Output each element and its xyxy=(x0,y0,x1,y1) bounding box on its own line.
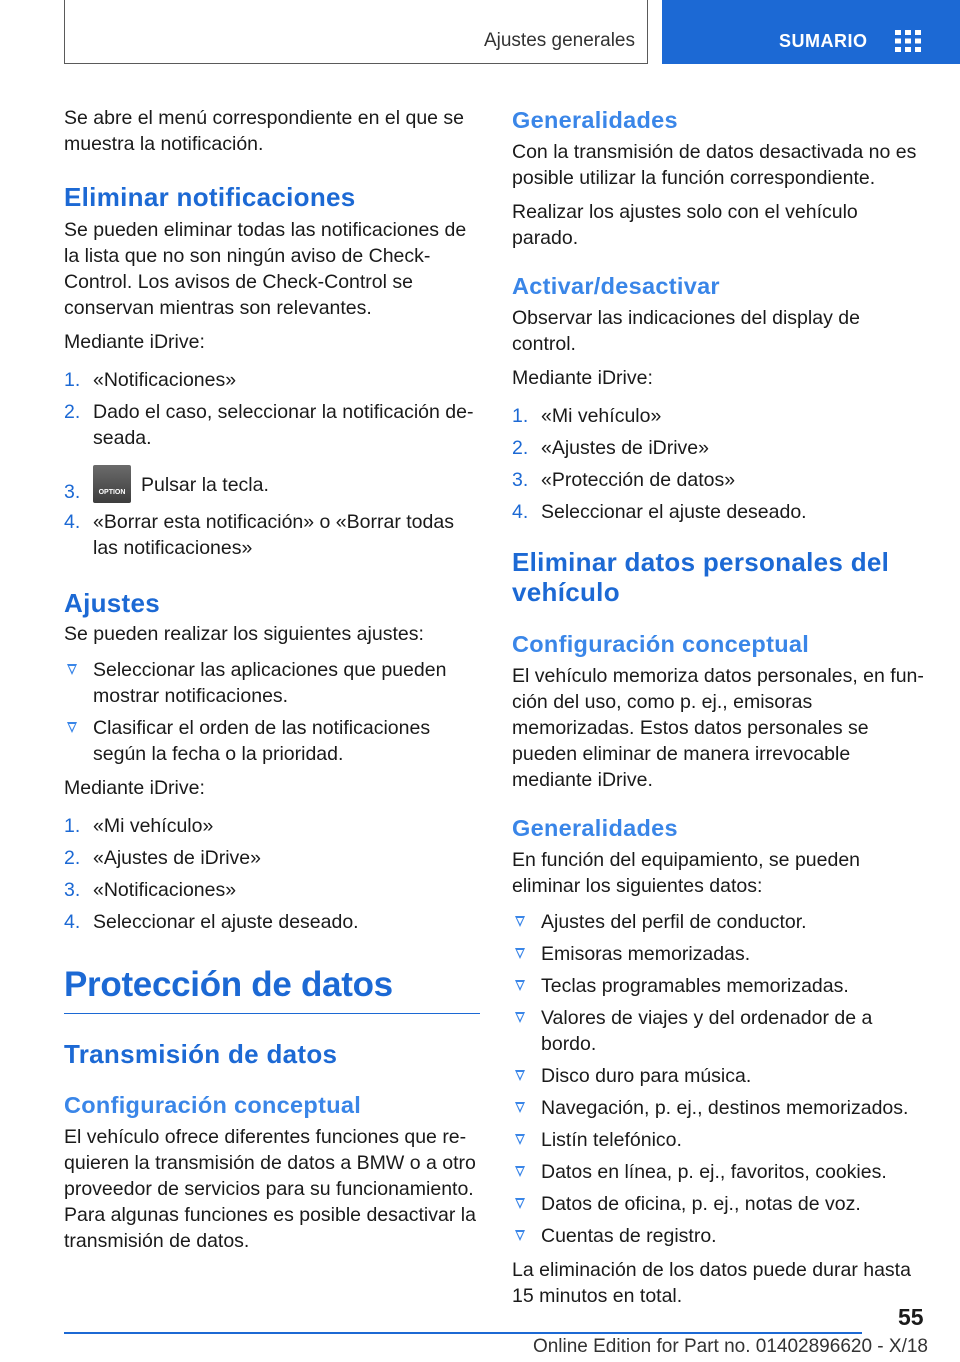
sumario-label: SUMARIO xyxy=(779,31,868,51)
heading-generalidades-2: Generalidades xyxy=(512,815,678,841)
footer-divider xyxy=(64,1332,862,1334)
list-item: 4. «Borrar esta notificación» o «Borrar todas las notificaciones» xyxy=(64,511,454,559)
heading-eliminar-notificaciones: Eliminar notificaciones xyxy=(64,182,356,212)
eliminar-paragraph: Se pueden eliminar todas las notificaciones de la lista que no son ningún aviso de Check-Control. Los avisos de Check-Control se conservan mientras son relevantes. xyxy=(64,219,467,319)
generalidades-paragraph-2: Realizar los ajustes solo con el vehículo parado. xyxy=(512,201,858,249)
activar-steps xyxy=(512,403,927,525)
heading-ajustes: Ajustes xyxy=(64,588,161,618)
eliminar-datos-paragraph: El vehículo memoriza datos personales, en fun-ción del uso, como p. ej., emisoras memorizadas. Estos datos personales se pueden eliminar de manera irrevocable mediante iDrive. xyxy=(512,665,924,791)
list-item: Navegación, p. ej., destinos memorizados. xyxy=(512,1095,927,1121)
heading-proteccion-wrap xyxy=(64,963,480,1014)
list-item: 1. «Mi vehículo» xyxy=(64,815,214,837)
list-item: 3. «Protección de datos» xyxy=(512,469,736,491)
list-item: Seleccionar las aplicaciones que pueden mostrar notificaciones. xyxy=(64,657,480,709)
heading-transmision: Transmisión de datos xyxy=(64,1039,338,1069)
list-item: Clasificar el orden de las notificaciones según la fecha o la prioridad. xyxy=(64,715,480,767)
list-item: Valores de viajes y del ordenador de a bordo. xyxy=(512,1005,927,1057)
heading-configuracion-2: Configuración conceptual xyxy=(512,631,810,657)
generalidades2-paragraph: En función del equipamiento, se pueden eliminar los siguientes datos: xyxy=(512,849,861,897)
header-section-box xyxy=(64,0,648,64)
generalidades-paragraph: Con la transmisión de datos desactivada no es posible utilizar la función correspondiente. xyxy=(512,141,917,189)
duracion-paragraph: La eliminación de los datos puede durar hasta 15 minutos en total. xyxy=(512,1259,911,1307)
datos-bullets xyxy=(512,909,927,1249)
list-item: 4. Seleccionar el ajuste deseado. xyxy=(512,501,807,523)
intro-paragraph: Se abre el menú correspondiente en el que se muestra la notificación. xyxy=(64,107,465,155)
list-item: Ajustes del perfil de conductor. xyxy=(512,909,927,935)
list-item: 2. Dado el caso, seleccionar la notificación de-seada. xyxy=(64,401,474,449)
ajustes-idrive-label: Mediante iDrive: xyxy=(64,777,205,799)
list-item: 1. «Mi vehículo» xyxy=(512,405,662,427)
ajustes-bullets xyxy=(64,657,480,767)
ajustes-paragraph: Se pueden realizar los siguientes ajustes: xyxy=(64,623,424,645)
list-item: Emisoras memorizadas. xyxy=(512,941,927,967)
transmision-paragraph: El vehículo ofrece diferentes funciones que re-quieren la transmisión de datos a BMW o a otro proveedor de servicios para su funcionamiento. Para algunas funciones es posible desactivar la transmisión de datos. xyxy=(64,1126,476,1252)
sumario-button[interactable] xyxy=(662,0,960,64)
heading-generalidades: Generalidades xyxy=(512,107,678,133)
list-item: 2. «Ajustes de iDrive» xyxy=(64,847,261,869)
activar-idrive-label: Mediante iDrive: xyxy=(512,367,653,389)
list-item: 3. OPTION Pulsar la tecla. xyxy=(64,465,480,503)
activar-paragraph: Observar las indicaciones del display de control. xyxy=(512,307,860,355)
list-item: 2. «Ajustes de iDrive» xyxy=(512,437,709,459)
list-item: Datos de oficina, p. ej., notas de voz. xyxy=(512,1191,927,1217)
list-item: Disco duro para música. xyxy=(512,1063,927,1089)
heading-eliminar-datos: Eliminar datos personales del vehículo xyxy=(512,547,890,607)
right-column xyxy=(512,105,927,1309)
list-item: Teclas programables memorizadas. xyxy=(512,973,927,999)
option-button-icon: OPTION xyxy=(93,465,131,503)
list-item: Listín telefónico. xyxy=(512,1127,927,1153)
heading-activar: Activar/desactivar xyxy=(512,273,720,299)
page-number: 55 xyxy=(898,1304,924,1330)
eliminar-idrive-label: Mediante iDrive: xyxy=(64,331,205,353)
section-title: Ajustes generales xyxy=(483,30,635,51)
list-item: 1. «Notificaciones» xyxy=(64,369,237,391)
list-item: 3. «Notificaciones» xyxy=(64,879,237,901)
list-item: Datos en línea, p. ej., favoritos, cookies. xyxy=(512,1159,927,1185)
grid-icon xyxy=(895,30,921,52)
heading-proteccion-datos: Protección de datos xyxy=(64,965,393,1004)
list-item: Cuentas de registro. xyxy=(512,1223,927,1249)
eliminar-steps xyxy=(64,367,480,561)
footer-edition: Online Edition for Part no. 01402896620 - X/18 xyxy=(532,1336,928,1357)
list-item: 4. Seleccionar el ajuste deseado. xyxy=(64,911,359,933)
ajustes-steps xyxy=(64,813,480,935)
heading-configuracion: Configuración conceptual xyxy=(64,1092,362,1118)
left-column xyxy=(64,105,480,1254)
